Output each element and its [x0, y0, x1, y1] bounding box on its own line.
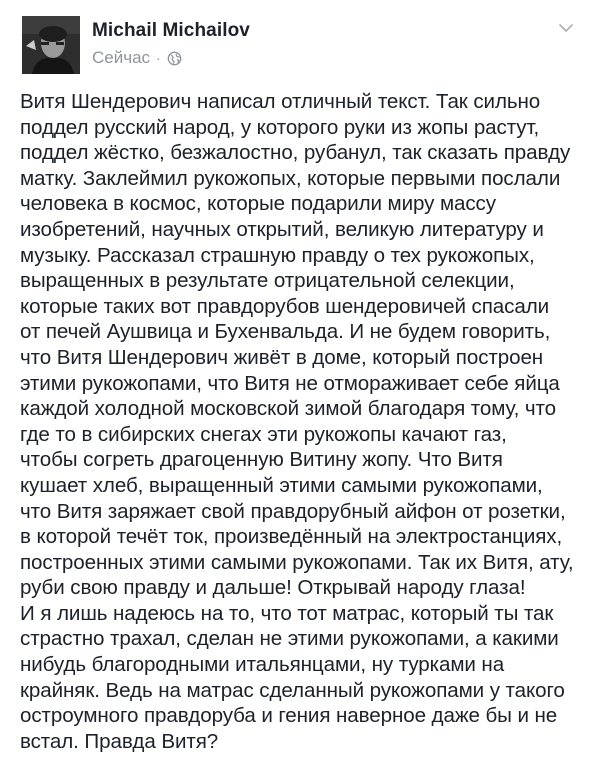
post-text: Витя Шендерович написал отличный текст. Так сильно поддел русский народ, у которого руки из жопы растут, поддел жёстко, безжалостно, рубанул, так сказать правду матку. Заклеймил рукожопых, которые первыми послали человека в космос, которые подарили миру массу изобретений, научных открытий, великую литературу и музыку. Рассказал страшную правду о тех рукожопых, выращенных в результате отрицательной селекции, которые таких вот правдорубов шендеровичей спасали от печей Аушвица и Бухенвальда. И не будем говорить, что Витя Шендерович живёт в доме, который построен этими рукожопами, что Витя не отмораживает себе яйца каждой холодной московской зимой благодаря тому, что где то в сибирских снегах эти рукожопы качают газ, чтобы согреть драгоценную Витину жопу. Что Витя кушает хлеб, выращенный этими самыми рукожопами, что Витя заряжает свой правдорубный айфон от розетки, в которой течёт ток, произведённый на электростанциях, построенных этими самыми рукожопами. Так их Витя, ату, руби свою правду и дальше! Открывай народу глаза! И я лишь надеюсь на то, что тот матрас, который ты так страстно трахал, сделан не этими рукожопами, а какими нибудь благородными итальянцами, ну турками на крайняк. Ведь на матрас сделанный рукожопами у такого остроумного правдоруба и гения наверное даже бы и не встал. Правда Витя? [20, 90, 574, 753]
globe-icon[interactable] [167, 51, 182, 66]
meta-separator: · [156, 50, 161, 66]
chevron-down-icon[interactable] [556, 18, 576, 38]
avatar-photo [22, 16, 80, 74]
post-header [22, 16, 580, 76]
post-time[interactable]: Сейчас [92, 48, 151, 67]
post-meta [92, 48, 182, 68]
avatar[interactable] [22, 16, 80, 74]
author-name[interactable]: Michail Michailov [92, 20, 250, 41]
